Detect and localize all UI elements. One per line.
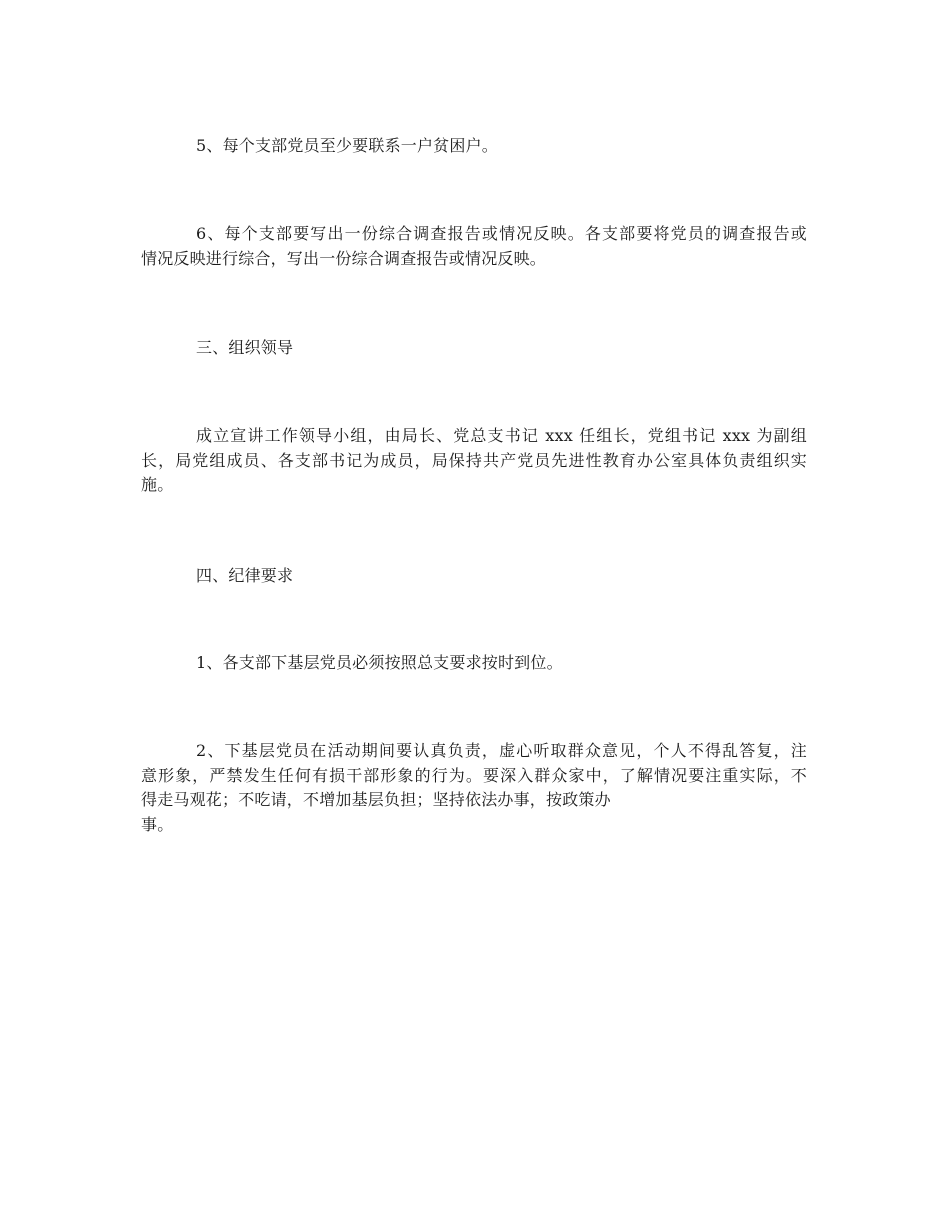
- paragraph-discipline-1: [141, 651, 807, 676]
- paragraph-line: 2、下基层党员在活动期间要认真负责，虚心听取群众意见，个人不得乱答复，注: [196, 741, 807, 760]
- paragraph-line: 1、各支部下基层党员必须按照总支要求按时到位。: [196, 653, 563, 672]
- paragraph-line: 长，局党组成员、各支部书记为成员，局保持共产党员先进性教育办公室具体负责组织实: [141, 450, 807, 470]
- paragraph-line: 施。: [141, 475, 174, 494]
- paragraph-line: 成立宣讲工作领导小组，由局长、党总支书记 xxx 任组长，党组书记 xxx 为副组: [196, 426, 807, 445]
- section-heading-organization: [141, 336, 807, 361]
- paragraph-line: 事。: [141, 814, 174, 834]
- section-heading-discipline: [141, 564, 807, 589]
- paragraph-line: 情况反映进行综合，写出一份综合调查报告或情况反映。: [141, 248, 547, 268]
- paragraph-discipline-2: [141, 739, 807, 837]
- section-heading: 四、纪律要求: [196, 566, 294, 585]
- paragraph-item-5: [141, 134, 807, 159]
- paragraph-line: 6、每个支部要写出一份综合调查报告或情况反映。各支部要将党员的调查报告或: [196, 224, 807, 243]
- paragraph-line: 5、每个支部党员至少要联系一户贫困户。: [196, 136, 498, 155]
- paragraph-line: 得走马观花；不吃请，不增加基层负担；坚持依法办事，按政策办: [141, 790, 611, 809]
- paragraph-item-6: [141, 222, 807, 271]
- section-heading: 三、组织领导: [196, 338, 294, 357]
- paragraph-leadership-group: [141, 424, 807, 498]
- paragraph-line: 意形象，严禁发生任何有损干部形象的行为。要深入群众家中，了解情况要注重实际，不: [141, 765, 807, 785]
